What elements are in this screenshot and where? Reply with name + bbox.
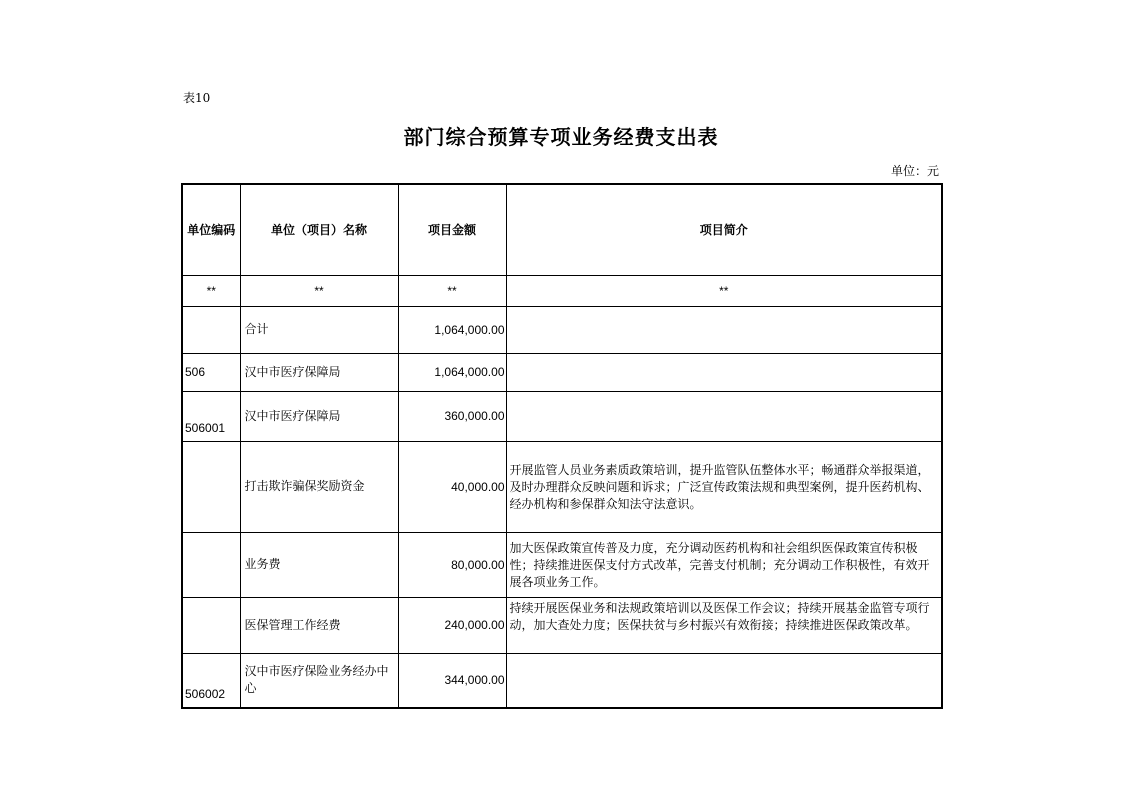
description-cell: 开展监管人员业务素质政策培训，提升监管队伍整体水平；畅通群众举报渠道，及时办理群众反映问题和诉求；广泛宣传政策法规和典型案例，提升医药机构、经办机构和参保群众知法守法意识。 [506,441,942,532]
table-row [182,391,942,441]
unit-code-cell [182,532,240,597]
amount-cell: 1,064,000.00 [398,353,506,391]
header-unit-code: 单位编码 [182,184,240,275]
placeholder-row [182,275,942,306]
unit-name-cell: 汉中市医疗保障局 [240,391,398,441]
unit-code-cell: 506001 [182,391,240,441]
amount-cell: 344,000.00 [398,653,506,708]
unit-code-cell [182,441,240,532]
table-row [182,441,942,532]
unit-code-cell: 506002 [182,653,240,708]
amount-cell: 1,064,000.00 [398,306,506,353]
placeholder-cell: ** [240,275,398,306]
placeholder-cell: ** [398,275,506,306]
amount-cell: 240,000.00 [398,597,506,653]
table-number: 表10 [183,91,211,105]
budget-table [181,183,943,709]
header-description: 项目简介 [506,184,942,275]
unit-name-cell: 医保管理工作经费 [240,597,398,653]
amount-cell: 40,000.00 [398,441,506,532]
table-row [182,532,942,597]
unit-label: 单位：元 [890,164,939,178]
unit-name-cell: 合计 [240,306,398,353]
header-unit-name: 单位（项目）名称 [240,184,398,275]
description-cell [506,306,942,353]
unit-name-cell: 打击欺诈骗保奖励资金 [240,441,398,532]
placeholder-cell: ** [506,275,942,306]
amount-cell: 360,000.00 [398,391,506,441]
table-row [182,597,942,653]
description-cell: 持续开展医保业务和法规政策培训以及医保工作会议；持续开展基金监管专项行动，加大查处力度；医保扶贫与乡村振兴有效衔接；持续推进医保政策改革。 [506,597,942,653]
header-amount: 项目金额 [398,184,506,275]
description-cell [506,391,942,441]
amount-cell: 80,000.00 [398,532,506,597]
unit-name-cell: 业务费 [240,532,398,597]
description-cell [506,653,942,708]
table-header-row [182,184,942,275]
table-row [182,353,942,391]
placeholder-cell: ** [182,275,240,306]
table-row [182,653,942,708]
page-title: 部门综合预算专项业务经费支出表 [403,125,719,149]
unit-name-cell: 汉中市医疗保险业务经办中心 [240,653,398,708]
unit-name-cell: 汉中市医疗保障局 [240,353,398,391]
unit-code-cell [182,597,240,653]
unit-code-cell [182,306,240,353]
description-cell: 加大医保政策宣传普及力度，充分调动医药机构和社会组织医保政策宣传积极性；持续推进医保支付方式改革，完善支付机制；充分调动工作积极性，有效开展各项业务工作。 [506,532,942,597]
table-row [182,306,942,353]
unit-code-cell: 506 [182,353,240,391]
description-cell [506,353,942,391]
